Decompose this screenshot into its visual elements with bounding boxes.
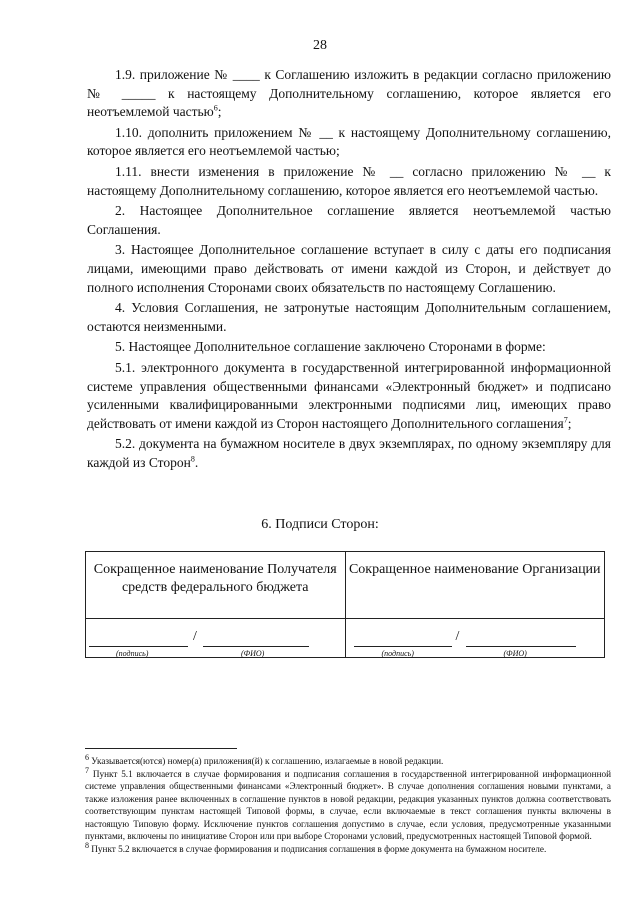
paragraph-1-9 [87,66,611,122]
footnote-text: Указывается(ются) номер(а) приложения(й) к соглашению, излагаемые в новой редакции. [91,756,444,766]
paragraph-text: 3. Настоящее Дополнительное соглашение вступает в силу с даты его подписания лицами, имеющими право действовать от имени каждой из Сторон, и действует до полного исполнения Сторонами своих обязательств по настоящему Соглашению. [87,242,611,295]
paragraph-text: 2. Настоящее Дополнительное соглашение является неотъемлемой частью Соглашения. [87,203,611,237]
footnote-8 [85,840,611,856]
paragraph-text: 1.9. приложение № ____ к Соглашению изложить в редакции согласно приложению № _____ к настоящему Дополнительному соглашению, которое является его неотъемлемой частью [87,67,611,120]
paragraph-5-1 [87,359,611,433]
paragraph-punct: . [194,454,199,470]
footnote-6 [85,752,611,768]
paragraph-text: 1.11. внести изменения в приложение № __ согласно приложению № __ к настоящему Дополнительному соглашению, которое является его неотъемлемой частью. [87,163,611,198]
signatures-title: 6. Подписи Сторон: [261,517,379,532]
footnote-text: Пункт 5.2 включается в случае формирования и подписания соглашения в форме документа на бумажном носителе. [91,843,547,854]
signature-caption: (подпись) [381,649,414,658]
agreement-body [87,66,611,474]
footnote-ref-8[interactable]: 8 [190,454,195,464]
left-signature-line[interactable] [89,628,188,647]
paragraph-text: 1.10. дополнить приложением № __ к настоящему Дополнительному соглашению, которое является его неотъемлемой частью; [87,124,611,159]
right-party-cell [345,552,605,619]
signature-caption: (подпись) [116,649,149,658]
paragraph-4 [87,299,611,336]
paragraph-3 [87,241,611,297]
paragraph-1-11 [87,163,611,200]
paragraph-5 [87,338,611,357]
page-number: 28 [313,38,327,53]
paragraph-text: 5. Настоящее Дополнительное соглашение заключено Сторонами в форме: [115,339,546,355]
footnotes [85,752,611,855]
paragraph-2 [87,202,611,239]
right-party-name: Сокращенное наименование Организации [348,562,601,577]
footnote-text: Пункт 5.1 включается в случае формирования и подписания соглашения в государственной интегрированной информационной системе управления общественными финансами «Электронный бюджет». В случае дополнения соглашения новыми пунктами, а также изложения ранее включенных в соглашение пунктов в новой редакции, редакция указанных пунктов должна соответствовать соответствующим пунктам настоящей Типовой формы, в случае, если включаемые в текст соглашения пункты включены в настоящую Типовую форму. Исключение пунктов соглашения допустимо в случае, если условия, предусмотренные указанными пунктами, включены по инициативе Сторон или при выборе Сторонами условий, предусмотренных настоящей Типовой формой. [85,768,611,841]
paragraph-punct: ; [567,415,572,431]
separator-slash: / [193,629,197,644]
right-signature-line[interactable] [354,628,452,647]
paragraph-1-10 [87,124,611,161]
signatures-table [85,551,605,658]
separator-slash: / [455,629,460,644]
left-name-line[interactable] [203,628,309,647]
footnote-mark: 6 [85,752,89,762]
left-party-name: Сокращенное наименование Получателя средств федерального бюджета [93,562,337,595]
footnote-mark: 8 [85,840,89,850]
paragraph-text: 4. Условия Соглашения, не затронутые настоящим Дополнительным соглашением, остаются неизменными. [87,300,611,334]
name-caption: (ФИО) [503,649,527,658]
paragraph-punct: ; [217,104,222,120]
right-signature-cell [345,619,605,658]
paragraph-text: 5.1. электронного документа в государственной интегрированной информационной системе управления общественными финансами «Электронный бюджет» и подписано усиленными квалифицированными электронными подписями лиц, имеющих право действовать от имени каждой из Сторон настоящего Дополнительного соглашения [87,359,611,431]
left-party-cell [86,552,346,619]
left-signature-cell [86,619,346,658]
footnote-mark: 7 [85,765,89,775]
paragraph-5-2 [87,435,611,472]
footnote-separator [85,748,237,749]
footnote-ref-7[interactable]: 7 [563,415,568,425]
name-caption: (ФИО) [241,649,265,658]
right-name-line[interactable] [466,628,576,647]
footnote-7 [85,765,611,843]
paragraph-text: 5.2. документа на бумажном носителе в двух экземплярах, по одному экземпляру для каждой из Сторон [87,436,611,470]
footnote-ref-6[interactable]: 6 [213,103,218,113]
